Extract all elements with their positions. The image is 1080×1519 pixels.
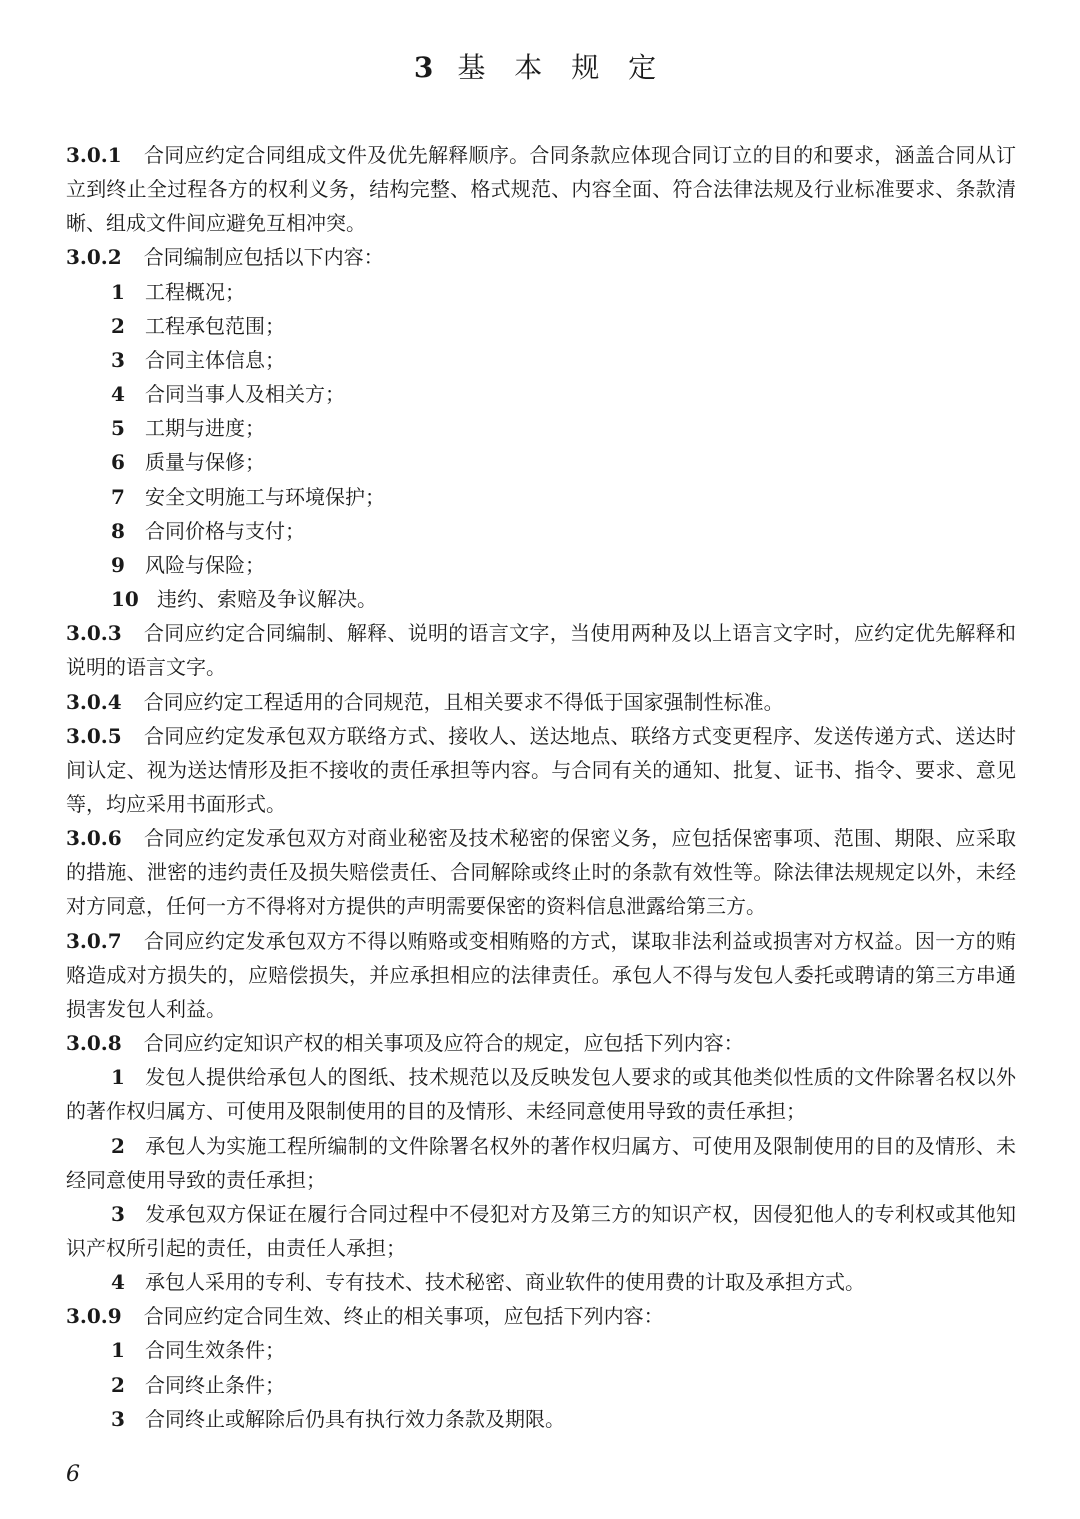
item-number: 8 <box>111 518 125 543</box>
list-item <box>66 514 1016 548</box>
clause-text: 合同应约定合同生效、终止的相关事项，应包括下列内容： <box>143 1304 664 1329</box>
chapter-title: 基 本 规 定 <box>457 51 667 84</box>
item-text: 发包人提供给承包人的图纸、技术规范以及反映发包人要求的或其他类似性质的文件除署名权以外的著作权归属方、可使用及限制使用的目的及情形、未经同意使用导致的责任承担； <box>66 1065 1016 1124</box>
item-text: 合同终止或解除后仍具有执行效力条款及期限。 <box>145 1406 565 1431</box>
clause-3-0-4 <box>66 685 1016 719</box>
list-item <box>66 343 1016 377</box>
list-item <box>66 1129 1016 1197</box>
clause-number: 3.0.7 <box>66 928 122 953</box>
item-text: 发承包双方保证在履行合同过程中不侵犯对方及第三方的知识产权，因侵犯他人的专利权或其他知识产权所引起的责任，由责任人承担； <box>66 1201 1016 1260</box>
item-text: 工程承包范围； <box>145 313 285 338</box>
clause-text: 合同编制应包括以下内容： <box>143 245 384 270</box>
item-number: 3 <box>111 1201 125 1226</box>
item-number: 2 <box>111 1133 125 1158</box>
clause-3-0-1 <box>66 138 1016 240</box>
list-item <box>66 275 1016 309</box>
item-number: 10 <box>111 587 139 612</box>
clause-text: 合同应约定合同编制、解释、说明的语言文字，当使用两种及以上语言文字时，应约定优先解释和说明的语言文字。 <box>66 621 1016 680</box>
chapter-number: 3 <box>413 51 444 84</box>
item-text: 安全文明施工与环境保护； <box>145 484 385 509</box>
item-number: 9 <box>111 552 125 577</box>
item-text: 合同主体信息； <box>145 347 285 372</box>
list-item <box>66 411 1016 445</box>
clause-number: 3.0.2 <box>66 245 122 270</box>
item-text: 质量与保修； <box>145 450 265 475</box>
list-item <box>66 548 1016 582</box>
clause-number: 3.0.4 <box>66 689 122 714</box>
clause-text: 合同应约定发承包双方对商业秘密及技术秘密的保密义务，应包括保密事项、范围、期限、应采取的措施、泄密的违约责任及损失赔偿责任、合同解除或终止时的条款有效性等。除法律法规规定以外，未经对方同意，任何一方不得将对方提供的声明需要保密的资料信息泄露给第三方。 <box>66 826 1016 919</box>
list-item <box>66 1402 1016 1436</box>
item-text: 工程概况； <box>145 279 245 304</box>
list-item <box>66 1265 1016 1299</box>
clause-number: 3.0.1 <box>66 143 122 167</box>
clause-number: 3.0.5 <box>66 723 122 748</box>
item-text: 违约、索赔及争议解决。 <box>157 587 377 612</box>
item-number: 4 <box>111 382 125 407</box>
item-number: 2 <box>111 313 125 338</box>
list-item <box>66 309 1016 343</box>
clause-number: 3.0.9 <box>66 1304 122 1329</box>
list-item <box>66 1333 1016 1367</box>
clause-text: 合同应约定知识产权的相关事项及应符合的规定，应包括下列内容： <box>143 1031 744 1056</box>
item-text: 合同生效条件； <box>145 1338 285 1363</box>
clause-3-0-6 <box>66 821 1016 923</box>
page-title <box>0 46 1080 86</box>
clause-3-0-3 <box>66 616 1016 684</box>
item-text: 承包人采用的专利、专有技术、技术秘密、商业软件的使用费的计取及承担方式。 <box>145 1270 865 1295</box>
list-item <box>66 445 1016 479</box>
clause-text: 合同应约定合同组成文件及优先解释顺序。合同条款应体现合同订立的目的和要求，涵盖合同从订立到终止全过程各方的权利义务，结构完整、格式规范、内容全面、符合法律法规及行业标准要求、条款清晰、组成文件间应避免互相冲突。 <box>66 143 1016 236</box>
list-item <box>66 582 1016 616</box>
clause-text: 合同应约定发承包双方联络方式、接收人、送达地点、联络方式变更程序、发送传递方式、送达时间认定、视为送达情形及拒不接收的责任承担等内容。与合同有关的通知、批复、证书、指令、要求、意见等，均应采用书面形式。 <box>66 723 1016 816</box>
item-number: 3 <box>111 347 125 372</box>
list-item <box>66 1197 1016 1265</box>
item-number: 6 <box>111 450 125 475</box>
page-number: 6 <box>66 1462 80 1487</box>
item-text: 风险与保险； <box>145 552 265 577</box>
clause-3-0-8 <box>66 1026 1016 1060</box>
list-item <box>66 1368 1016 1402</box>
clause-3-0-5 <box>66 719 1016 821</box>
item-text: 承包人为实施工程所编制的文件除署名权外的著作权归属方、可使用及限制使用的目的及情形、未经同意使用导致的责任承担； <box>66 1133 1016 1192</box>
clause-number: 3.0.8 <box>66 1031 122 1056</box>
item-number: 2 <box>111 1372 125 1397</box>
list-item <box>66 480 1016 514</box>
clause-3-0-9 <box>66 1299 1016 1333</box>
clause-number: 3.0.3 <box>66 621 122 646</box>
list-item <box>66 1060 1016 1128</box>
item-number: 1 <box>111 1338 125 1363</box>
item-number: 4 <box>111 1270 125 1295</box>
item-text: 工期与进度； <box>145 416 265 441</box>
item-number: 5 <box>111 416 125 441</box>
item-number: 7 <box>111 484 125 509</box>
clause-number: 3.0.6 <box>66 826 122 851</box>
item-number: 1 <box>111 1065 125 1090</box>
clause-3-0-7 <box>66 924 1016 1026</box>
item-number: 3 <box>111 1406 125 1431</box>
item-text: 合同终止条件； <box>145 1372 285 1397</box>
clause-3-0-2 <box>66 240 1016 274</box>
clause-text: 合同应约定发承包双方不得以贿赂或变相贿赂的方式，谋取非法利益或损害对方权益。因一方的贿赂造成对方损失的，应赔偿损失，并应承担相应的法律责任。承包人不得与发包人委托或聘请的第三方串通损害发包人利益。 <box>66 928 1016 1021</box>
item-text: 合同当事人及相关方； <box>145 382 345 407</box>
item-text: 合同价格与支付； <box>145 518 305 543</box>
list-item <box>66 377 1016 411</box>
clause-text: 合同应约定工程适用的合同规范，且相关要求不得低于国家强制性标准。 <box>143 689 784 714</box>
document-body <box>66 138 1016 1436</box>
item-number: 1 <box>111 279 125 304</box>
